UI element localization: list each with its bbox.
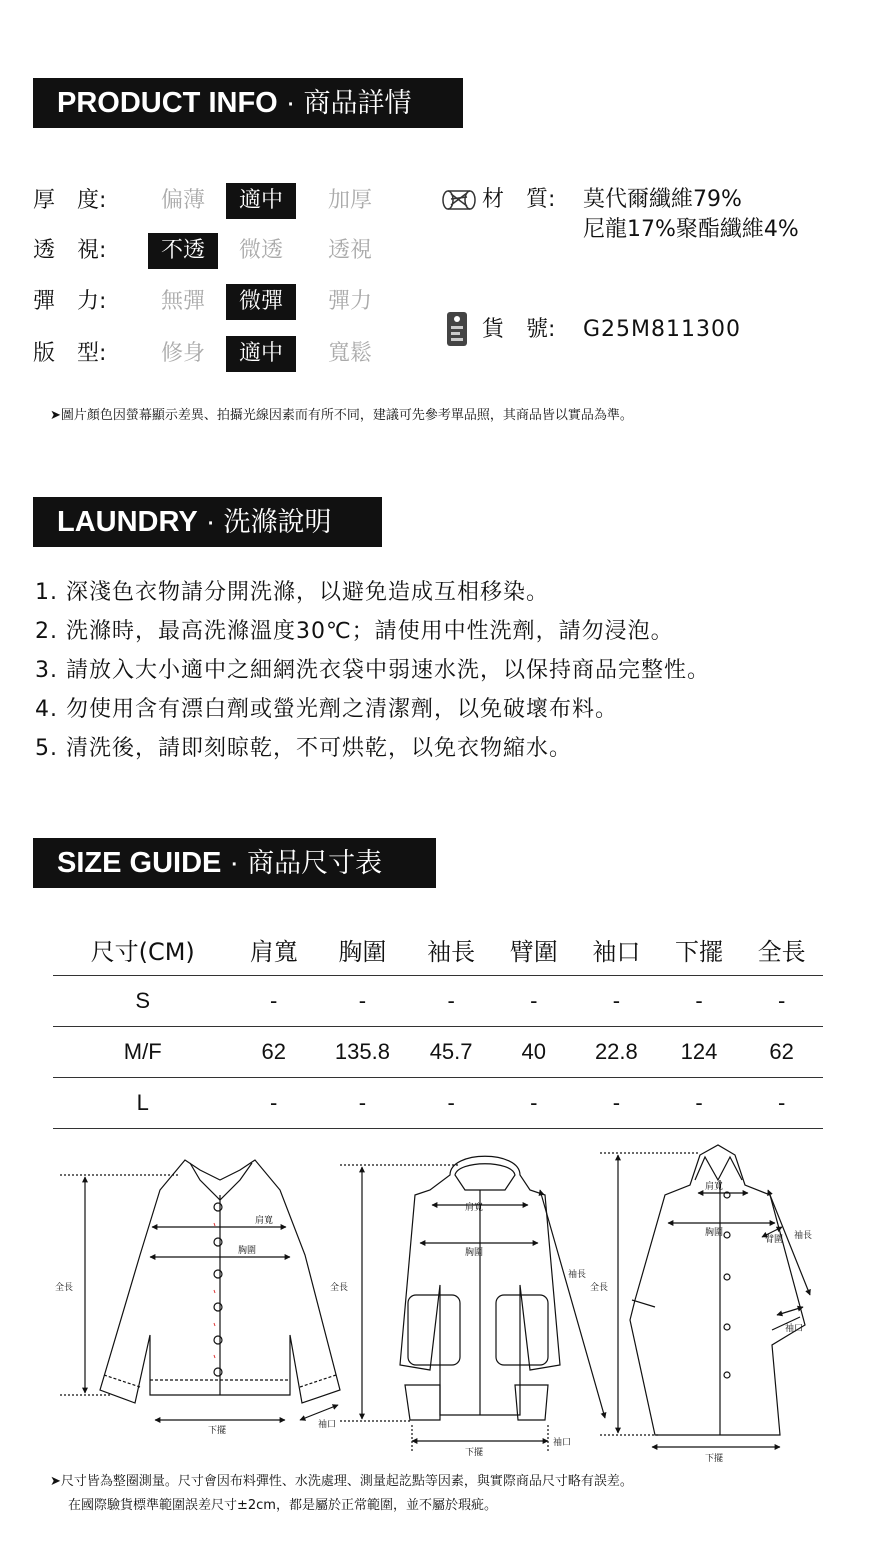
size-value-cell: - — [492, 975, 575, 1026]
size-table — [53, 925, 823, 1129]
size-value-cell: - — [315, 975, 410, 1026]
size-column-header: 肩寬 — [232, 925, 315, 975]
label-length-2: 全長 — [330, 1283, 349, 1293]
laundry-title-en: LAUNDRY — [57, 506, 198, 538]
laundry-title-cn: 洗滌說明 — [223, 507, 332, 538]
table-row — [53, 1026, 823, 1077]
size-label-cell: S — [53, 975, 232, 1026]
product-info-title-en: PRODUCT INFO — [57, 87, 278, 119]
size-value-cell: 40 — [492, 1026, 575, 1077]
hoodie-outline — [400, 1156, 560, 1420]
laundry-header — [33, 497, 382, 547]
size-column-header: 袖口 — [575, 925, 658, 975]
laundry-item: 4. 勿使用含有漂白劑或螢光劑之清潔劑，以免破壞布料。 — [35, 697, 618, 722]
size-value-cell: - — [740, 975, 823, 1026]
attribute-option-selected: 不透 — [148, 233, 218, 269]
label-arm-3: 臂圍 — [765, 1235, 784, 1245]
laundry-item: 2. 洗滌時，最高洗滌溫度30℃；請使用中性洗劑，請勿浸泡。 — [35, 619, 674, 644]
product-info-header — [33, 78, 463, 128]
size-value-cell: - — [315, 1077, 410, 1128]
material-label: 材 質: — [482, 187, 556, 212]
attribute-row — [33, 336, 433, 372]
size-value-cell: - — [410, 1077, 493, 1128]
measurement-diagram — [0, 1135, 875, 1470]
attribute-option-selected: 適中 — [226, 183, 296, 219]
label-hem-3: 下擺 — [705, 1454, 724, 1464]
size-column-header: 下擺 — [658, 925, 741, 975]
laundry-item: 3. 請放入大小適中之細網洗衣袋中弱速水洗，以保持商品完整性。 — [35, 658, 710, 683]
item-number-value: G25M811300 — [583, 317, 742, 342]
size-guide-title-cn: 商品尺寸表 — [247, 848, 383, 879]
product-info-title-cn: 商品詳情 — [303, 88, 412, 119]
label-cuff-3: 袖口 — [785, 1324, 804, 1334]
header-separator: · — [221, 847, 248, 879]
size-value-cell: - — [658, 975, 741, 1026]
size-column-header: 袖長 — [410, 925, 493, 975]
size-guide-header — [33, 838, 436, 888]
label-shoulder-2: 肩寬 — [465, 1203, 484, 1213]
item-number-label: 貨 號: — [482, 317, 556, 342]
attribute-label: 彈 力: — [33, 289, 107, 314]
attribute-option: 加厚 — [327, 188, 372, 213]
attribute-row — [33, 233, 433, 269]
size-column-header: 胸圍 — [315, 925, 410, 975]
attribute-option-selected: 適中 — [226, 336, 296, 372]
size-value-cell: 124 — [658, 1026, 741, 1077]
label-cuff-2: 袖口 — [553, 1438, 572, 1448]
size-value-cell: - — [410, 975, 493, 1026]
label-length-1: 全長 — [55, 1283, 74, 1293]
label-hem-1: 下擺 — [208, 1426, 227, 1436]
header-separator: · — [277, 87, 304, 119]
attribute-option: 偏薄 — [160, 188, 205, 213]
size-column-header: 臂圍 — [492, 925, 575, 975]
laundry-item: 5. 清洗後，請即刻晾乾，不可烘乾，以免衣物縮水。 — [35, 736, 572, 761]
attribute-label: 版 型: — [33, 341, 107, 366]
size-label-cell: M/F — [53, 1026, 232, 1077]
attribute-row — [33, 284, 433, 320]
thread-spool-icon — [440, 186, 478, 214]
size-note-1: ➤尺寸皆為整圈測量。尺寸會因布料彈性、水洗處理、測量起訖點等因素，與實際商品尺寸略有誤差。 — [50, 1474, 633, 1489]
size-value-cell: - — [232, 975, 315, 1026]
size-table-body — [53, 975, 823, 1128]
label-cuff-1: 袖口 — [318, 1420, 337, 1430]
size-table-header-row — [53, 925, 823, 975]
material-value-1: 莫代爾纖維79% — [583, 187, 742, 212]
label-shoulder-1: 肩寬 — [255, 1216, 274, 1226]
attribute-option: 透視 — [327, 238, 372, 263]
size-note-2: 在國際驗貨標準範圍誤差尺寸±2cm，都是屬於正常範圍，並不屬於瑕疵。 — [68, 1498, 497, 1513]
color-disclaimer: ➤圖片顏色因螢幕顯示差異、拍攝光線因素而有所不同，建議可先參考單品照，其商品皆以實品為準。 — [50, 408, 633, 423]
attribute-option: 彈力 — [327, 289, 372, 314]
label-sleeve-2: 袖長 — [568, 1270, 587, 1280]
size-value-cell: - — [575, 975, 658, 1026]
laundry-item: 1. 深淺色衣物請分開洗滌，以避免造成互相移染。 — [35, 580, 549, 605]
size-value-cell: 62 — [232, 1026, 315, 1077]
size-column-header: 尺寸(CM) — [53, 925, 232, 975]
attribute-option: 無彈 — [160, 289, 205, 314]
attribute-row — [33, 183, 433, 219]
label-sleeve-3: 袖長 — [794, 1231, 813, 1241]
header-separator: · — [197, 506, 224, 538]
jacket-outline — [100, 1160, 340, 1403]
label-chest-1: 胸圍 — [238, 1246, 257, 1256]
size-value-cell: 62 — [740, 1026, 823, 1077]
table-row — [53, 975, 823, 1026]
tag-icon — [444, 310, 470, 348]
size-value-cell: 135.8 — [315, 1026, 410, 1077]
label-chest-2: 胸圍 — [465, 1248, 484, 1258]
size-column-header: 全長 — [740, 925, 823, 975]
material-value-2: 尼龍17%聚酯纖維4% — [583, 217, 799, 242]
attribute-label: 厚 度: — [33, 188, 107, 213]
attribute-label: 透 視: — [33, 238, 107, 263]
size-guide-title-en: SIZE GUIDE — [57, 847, 222, 879]
attribute-option-selected: 微彈 — [226, 284, 296, 320]
size-value-cell: - — [658, 1077, 741, 1128]
size-label-cell: L — [53, 1077, 232, 1128]
label-shoulder-3: 肩寬 — [705, 1182, 724, 1192]
attribute-option: 修身 — [160, 341, 205, 366]
size-value-cell: - — [492, 1077, 575, 1128]
size-value-cell: - — [740, 1077, 823, 1128]
size-value-cell: 45.7 — [410, 1026, 493, 1077]
size-value-cell: 22.8 — [575, 1026, 658, 1077]
label-length-3: 全長 — [590, 1283, 609, 1293]
label-hem-2: 下擺 — [465, 1448, 484, 1458]
table-row — [53, 1077, 823, 1128]
size-value-cell: - — [232, 1077, 315, 1128]
attribute-option: 微透 — [238, 238, 283, 263]
size-value-cell: - — [575, 1077, 658, 1128]
label-chest-3: 胸圍 — [705, 1228, 724, 1238]
attribute-option: 寬鬆 — [327, 341, 372, 366]
